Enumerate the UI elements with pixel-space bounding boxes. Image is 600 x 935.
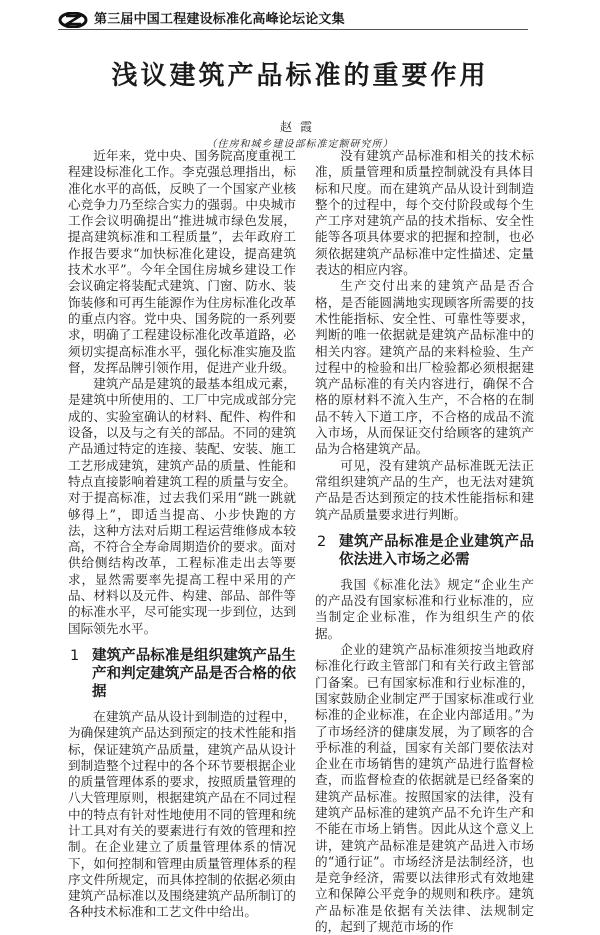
paragraph: 企业的建筑产品标准须按当地政府标准化行政主管部门和有关行政主管部门备案。已有国家标准和行业标准的，国家鼓励企业制定严于国家标准或行业标准的企业标准，在企业内部适用。”为了市场经济的健康发展，为了顾客的合乎标准的利益，国家有关部门要依法对企业在市场销售的建筑产品进行监督检查，而监督检查的依据就是已经备案的建筑产品标准。按照国家的法律，没有建筑产品标准的建筑产品不允许生产和不能在市场上销售。因此从这个意义上讲，建筑产品标准是建筑产品进入市场的“通行证”。市场经济是法制经济，也是竞争经济，需要以法律形式有效地建立和保障公平竞争的规则和秩序。建筑产品标准是依据有关法律、法规制定的，起到了规范市场的作 [315, 642, 534, 935]
conference-logo-icon [58, 12, 88, 28]
paragraph: 在建筑产品从设计到制造的过程中，为确保建筑产品达到预定的技术性能和指标，保证建筑产品质量，建筑产品从设计到制造整个过程中的各个环节要根据企业的质量管理体系的要求，按照质量管理的八大管理原则，根据建筑产品在不同过程中的特点有针对性地使用不同的管理和统计工具对有关的要素进行有效的管理和控制。在企业建立了质量管理体系的情况下，如何控制和管理由质量管理体系的程序文件所规定，而具体控制的依据必须由建筑产品标准以及围绕建筑产品所制订的各种技术标准和工艺文件中给出。 [68, 708, 296, 920]
running-header [58, 12, 558, 30]
section-heading-2 [315, 533, 534, 569]
left-column [68, 148, 296, 921]
paragraph: 可见，没有建筑产品标准既无法正常组织建筑产品的生产，也无法对建筑产品是否达到预定的技术性能指标和建筑产品质量要求进行判断。 [315, 457, 534, 522]
affiliation: （住房和城乡建设部标准定额研究所） [206, 139, 394, 150]
article-title: 浅议建筑产品标准的重要作用 [111, 61, 489, 91]
section-number: 2 [317, 533, 327, 550]
paragraph: 我国《标准化法》规定“企业生产的产品没有国家标准和行业标准的，应当制定企业标准，作为组织生产的依据。 [315, 576, 534, 641]
section-number: 1 [70, 647, 80, 664]
author: 赵霞 [279, 120, 320, 134]
header-rule [58, 29, 528, 30]
series-title: 第三届中国工程建设标准化高峰论坛论文集 [94, 12, 345, 27]
paragraph: 没有建筑产品标准和相关的技术标准，质量管理和质量控制就没有具体目标和尺度。而在建筑产品从设计到制造整个的过程中，每个交付阶段或每个生产工序对建筑产品的技术指标、安全性能等各项具体要求的把握和控制，也必须依据建筑产品标准中定性描述、定量表达的相应内容。 [315, 148, 534, 278]
section-title: 建筑产品标准是组织建筑产品生产和判定建筑产品是否合格的依据 [92, 647, 296, 700]
right-column [315, 148, 534, 935]
paragraph: 近年来，党中央、国务院高度重视工程建设标准化工作。李克强总理指出，标准化水平的高低，反映了一个国家产业核心竞争力乃至综合实力的强弱。中央城市工作会议明确提出“推进城市绿色发展，提高建筑标准和工程质量”，去年政府工作报告要求“加快标准化建设，提高建筑技术水平”。今年全国住房城乡建设工作会议确定将装配式建筑、门窗、防水、装饰装修和可再生能源作为住房标准化改革的重点内容。党中央、国务院的一系列要求，明确了工程建设标准化改革道路，必须切实提高标准水平，强化标准实施及监督，发挥品牌引领作用，促进产业升级。 [68, 148, 296, 375]
paragraph: 建筑产品是建筑的最基本组成元素，是建筑中所使用的、工厂中完成或部分完成的、实验室确认的材料、配件、构件和设备，以及与之有关的部品。不同的建筑产品通过特定的连接、装配、安装、施工工艺形成建筑，建筑产品的质量、性能和特点直接影响着建筑工程的质量与安全。对于提高标准，过去我们采用“跳一跳就够得上”，即适当提高、小步快跑的方法，这种方法对后期工程运营维修成本较高，不符合全寿命周期造价的要求。面对供给侧结构改革，工程标准走出去等要求，显然需要率先提高工程中采用的产品、材料以及元件、构建、部品、部件等的标准水平，尽可能实现一步到位，达到国际领先水平。 [68, 376, 296, 636]
section-title: 建筑产品标准是企业建筑产品依法进入市场之必需 [339, 533, 534, 568]
section-heading-1 [68, 647, 296, 701]
paragraph: 生产交付出来的建筑产品是否合格，是否能圆满地实现顾客所需要的技术性能指标、安全性、可靠性等要求，判断的唯一依据就是建筑产品标准中的相关内容。建筑产品的来料检验、生产过程中的检验和出厂检验都必须根据建筑产品标准的有关内容进行，确保不合格的原材料不流入生产，不合格的在制品不转入下道工序，不合格的成品不流入市场，从而保证交付给顾客的建筑产品为合格建筑产品。 [315, 278, 534, 457]
